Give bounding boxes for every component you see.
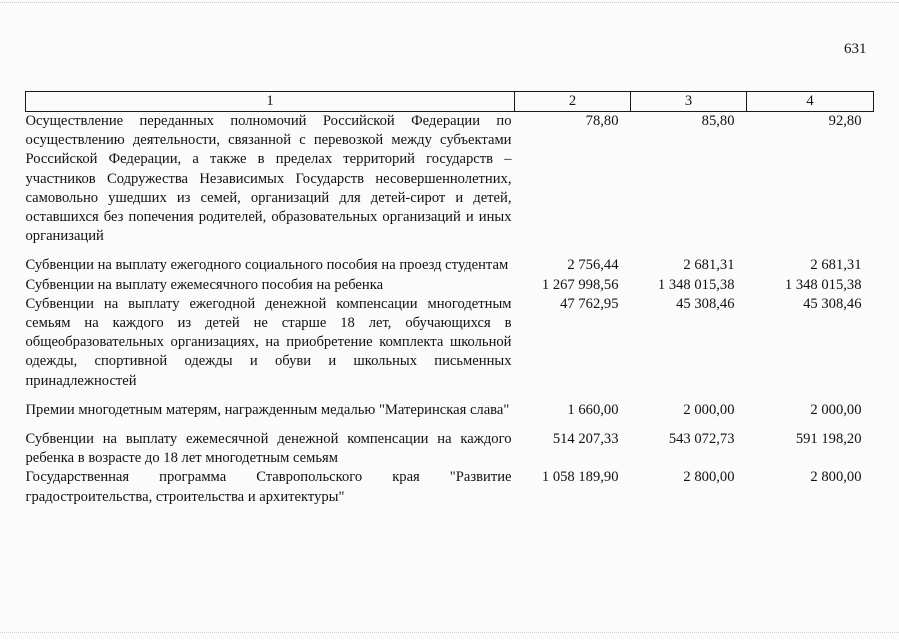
- row-value-col2: 514 207,33: [552, 431, 619, 448]
- header-col-2: 2: [515, 92, 631, 112]
- table-row: [26, 276, 874, 295]
- scan-edge-bottom: [0, 632, 899, 634]
- row-description: Осуществление переданных полномочий Российской Федерации по осуществлению деятельности, связанной с перевозкой между субъектами Российской Федерации, а также в пределах территорий государств – участников Содружества Независимых Государств несовершеннолетних, самовольно ушедших из семей, организаций для детей-сирот и детей, оставшихся без попечения родителей, образовательных организаций и иных организаций: [25, 113, 512, 245]
- row-description: Премии многодетным матерям, награжденным медалью "Материнская слава": [25, 401, 510, 418]
- row-value-col2: 1 267 998,56: [541, 276, 619, 293]
- row-value-col3: 45 308,46: [676, 295, 735, 312]
- budget-table: [25, 91, 874, 507]
- row-value-col3: 1 348 015,38: [657, 276, 735, 293]
- row-value-col4: 45 308,46: [803, 295, 862, 312]
- row-value-col2: 47 762,95: [560, 295, 619, 312]
- row-value-col4: 92,80: [828, 113, 862, 129]
- row-value-col4: 2 681,31: [810, 257, 862, 274]
- table-header: [26, 92, 874, 112]
- row-value-col4: 2 800,00: [810, 469, 862, 486]
- table-row: [26, 256, 874, 275]
- table-row: [26, 401, 874, 430]
- row-value-col2: 2 756,44: [567, 257, 619, 274]
- table-row: [26, 468, 874, 506]
- row-value-col4: 2 000,00: [810, 401, 862, 418]
- row-value-col3: 2 800,00: [683, 469, 735, 486]
- table-row: [26, 430, 874, 468]
- scan-edge-top: [0, 2, 899, 4]
- row-description: Государственная программа Ставропольского края "Развитие градостроительства, строительства и архитектуры": [25, 469, 512, 505]
- table-row: [26, 295, 874, 401]
- row-value-col3: 2 000,00: [683, 401, 735, 418]
- table-body: [26, 112, 874, 507]
- header-row: [26, 92, 874, 112]
- row-value-col4: 591 198,20: [795, 431, 862, 448]
- header-col-4: 4: [747, 92, 874, 112]
- row-description: Субвенции на выплату ежегодного социального пособия на проезд студентам: [25, 257, 509, 274]
- page-number: 631: [844, 41, 867, 57]
- row-description: Субвенции на выплату ежемесячного пособия на ребенка: [25, 276, 384, 293]
- row-description: Субвенции на выплату ежемесячной денежной компенсации на каждого ребенка в возрасте до 18 лет многодетным семьям: [25, 431, 512, 467]
- row-value-col2: 1 660,00: [567, 401, 619, 418]
- row-value-col3: 543 072,73: [668, 431, 735, 448]
- row-value-col3: 85,80: [701, 113, 735, 129]
- header-col-1: 1: [26, 92, 515, 112]
- row-value-col2: 1 058 189,90: [541, 469, 619, 486]
- row-value-col3: 2 681,31: [683, 257, 735, 274]
- row-value-col4: 1 348 015,38: [784, 276, 862, 293]
- row-description: Субвенции на выплату ежегодной денежной компенсации многодетным семьям на каждого из детей не старше 18 лет, обучающихся в общеобразовательных организациях, на приобретение комплекта школьной одежды, спортивной одежды и обуви и школьных письменных принадлежностей: [25, 295, 512, 389]
- header-col-3: 3: [631, 92, 747, 112]
- row-value-col2: 78,80: [585, 113, 619, 129]
- table-row: [26, 112, 874, 257]
